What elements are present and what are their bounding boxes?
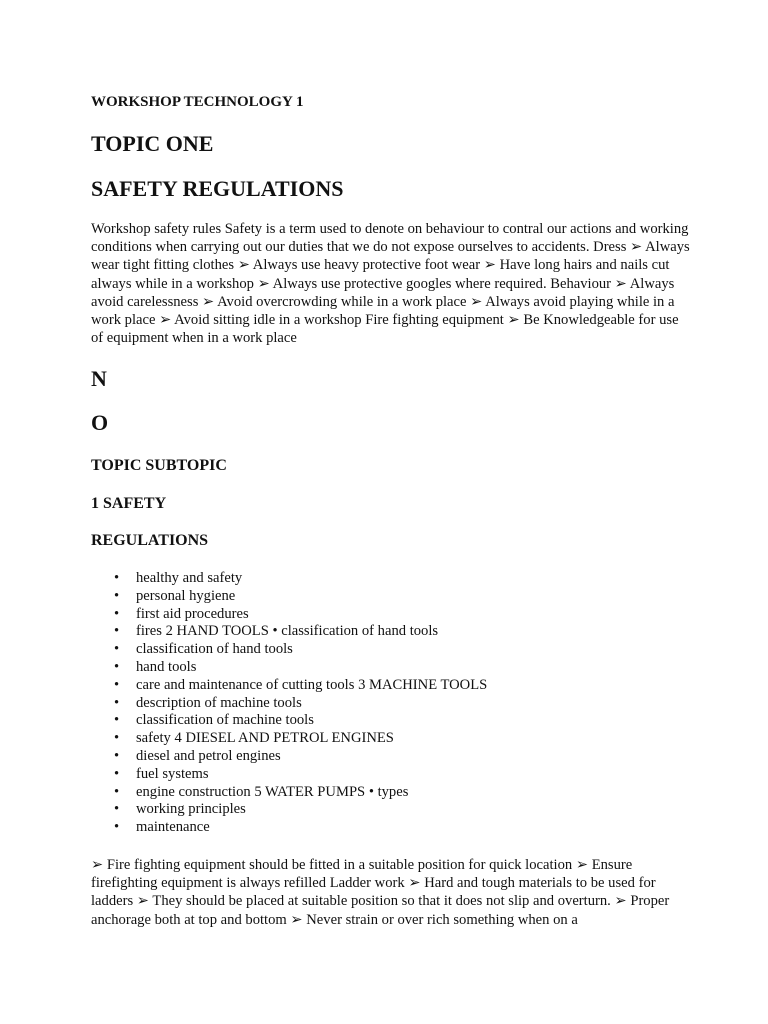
list-item: • healthy and safety [136,570,487,588]
subtopic-number-heading: 1 SAFETY [91,495,167,512]
closing-paragraph: ➢ Fire fighting equipment should be fitted in a suitable position for quick location ➢ Ensure firefighting equipment is always refilled Ladder work ➢ Hard and tough materials to be used for ladders ➢ They should be placed at suitable position so that it does not slip and overturn. ➢ Proper anchorage both at top and bottom ➢ Never strain or over rich something when on a [91,857,670,928]
topic-subtopic-heading: TOPIC SUBTOPIC [91,457,227,474]
subtopic-name-heading: REGULATIONS [91,532,209,549]
list-item: • maintenance [136,819,487,837]
list-item: • first aid procedures [136,606,487,624]
list-item: • fuel systems [136,766,487,784]
list-item: • personal hygiene [136,588,487,606]
course-title: WORKSHOP TECHNOLOGY 1 [91,94,304,110]
list-item: • classification of hand tools [136,641,487,659]
list-item: • diesel and petrol engines [136,748,487,766]
list-item: • fires 2 HAND TOOLS • classification of hand tools [136,623,487,641]
letter-o-heading: O [91,410,109,435]
list-item: • engine construction 5 WATER PUMPS • types [136,784,487,802]
topic-heading: TOPIC ONE [91,131,214,156]
section-heading: SAFETY REGULATIONS [91,176,344,201]
list-item: • hand tools [136,659,487,677]
letter-n-heading: N [91,366,107,391]
intro-paragraph: Workshop safety rules Safety is a term used to denote on behaviour to contral our actions and working conditions when carrying out our duties that we do not expose ourselves to accidents. Dress ➢ Always wear tight fitting clothes ➢ Always use heavy protective foot wear ➢ Have long hairs and nails cut always while in a workshop ➢ Always use protective googles where required. Behaviour ➢ Always avoid carelessness ➢ Avoid overcrowding while in a work place ➢ Always avoid playing while in a work place ➢ Avoid sitting idle in a workshop Fire fighting equipment ➢ Be Knowledgeable for use of equipment when in a work place [91,221,690,347]
list-item: • working principles [136,801,487,819]
list-item: • safety 4 DIESEL AND PETROL ENGINES [136,730,487,748]
list-item: • classification of machine tools [136,712,487,730]
list-item: • description of machine tools [136,695,487,713]
list-item: • care and maintenance of cutting tools 3 MACHINE TOOLS [136,677,487,695]
subtopic-list [91,570,487,837]
